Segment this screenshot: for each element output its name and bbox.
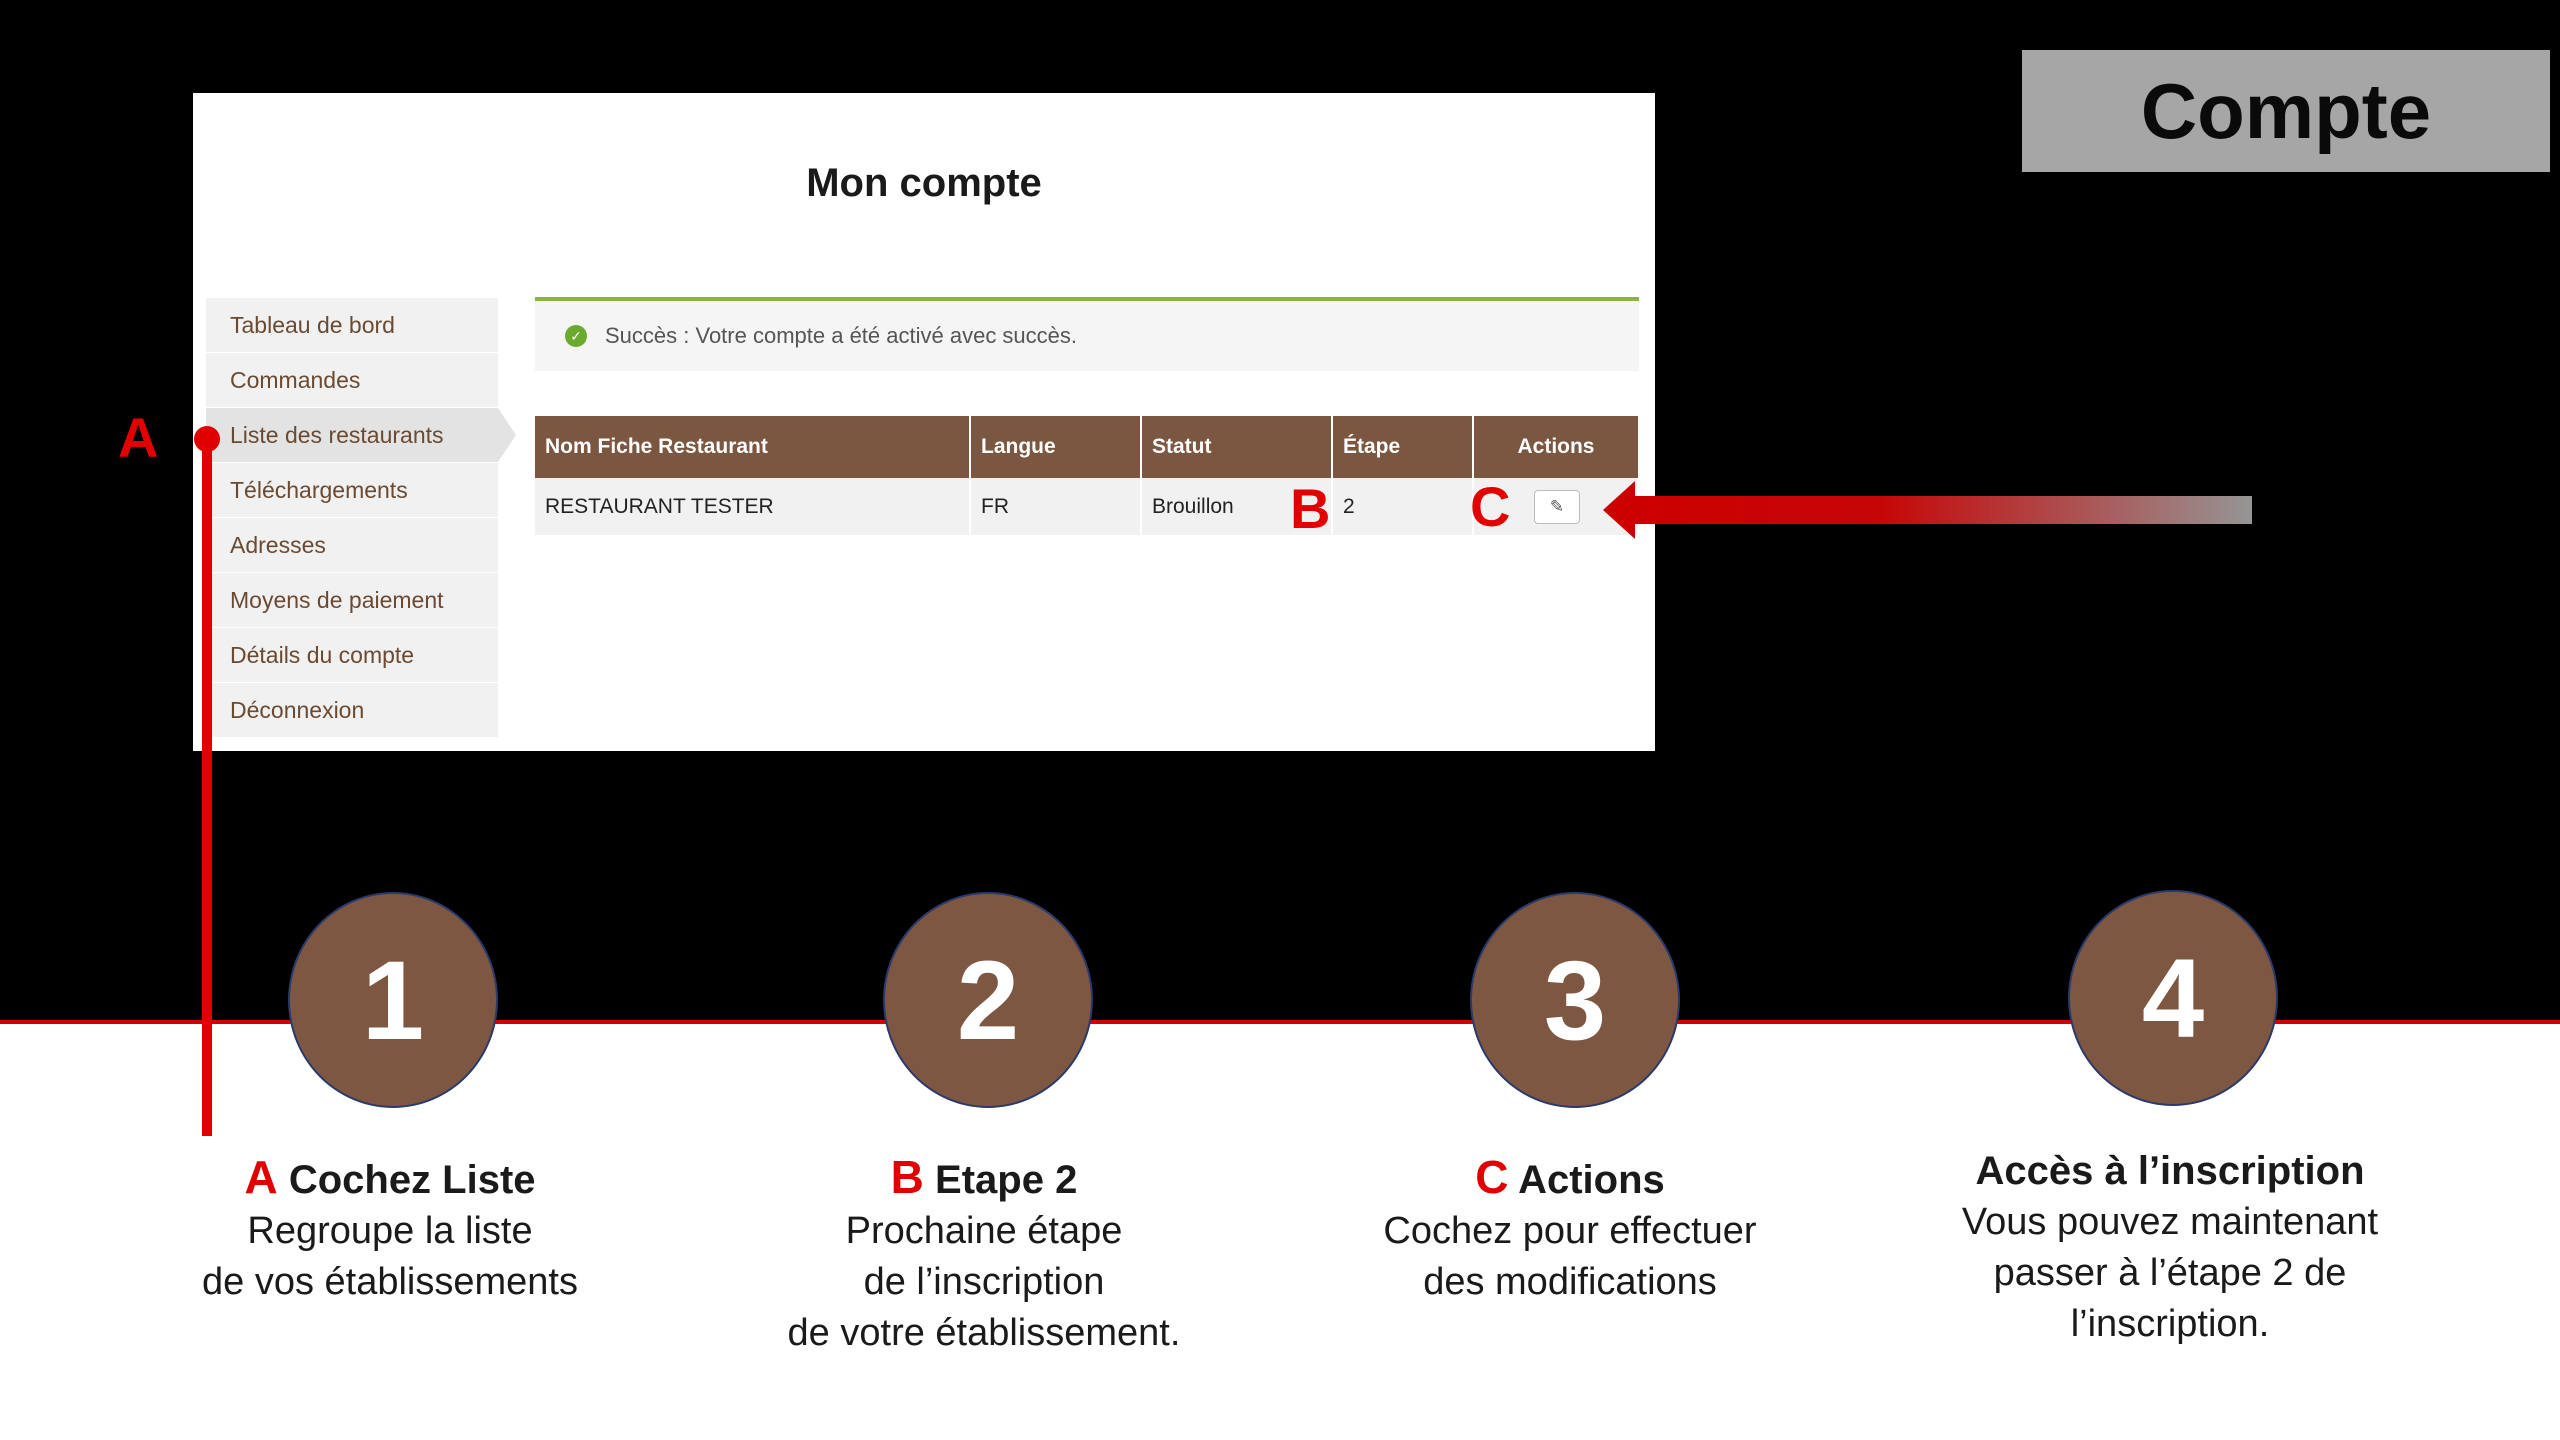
column-header-language: Langue [970,416,1141,478]
cell-restaurant-name: RESTAURANT TESTER [535,478,970,535]
step-c-line-2: des modifications [1423,1261,1717,1303]
step-circle-1: 1 [288,892,498,1108]
step-c-line-1: Cochez pour effectuer [1383,1210,1757,1252]
sidebar-item-moyens-de-paiement[interactable]: Moyens de paiement [206,573,498,627]
marker-letter-a: A [118,406,159,469]
compte-badge: Compte [2022,50,2550,172]
step-b-heading: B Etape 2 [890,1151,1078,1203]
page-title: Mon compte [806,161,1042,205]
step-b-line-1: Prochaine étape [845,1210,1123,1252]
marker-a-dot [194,426,220,452]
step-a-line-1: Regroupe la liste [247,1210,533,1252]
step-circle-3: 3 [1470,892,1680,1108]
success-message: Succès : Votre compte a été activé avec succès. [605,323,1078,348]
step-description-a [150,1152,630,1308]
step-b-line-3: de votre établissement. [787,1312,1181,1354]
pointer-arrow-head [1603,481,1635,539]
sidebar-item-deconnexion[interactable]: Déconnexion [206,683,498,737]
step-c-heading: C Actions [1475,1151,1665,1203]
column-header-actions: Actions [1473,416,1638,478]
sidebar-item-commandes[interactable]: Commandes [206,353,498,407]
step-4-heading: Accès à l’inscription [1975,1149,2365,1193]
marker-a-vertical-line [202,436,212,1136]
step-a-line-2: de vos établissements [202,1261,578,1303]
sidebar-item-telechargements[interactable]: Téléchargements [206,463,498,517]
step-circle-4: 4 [2068,890,2278,1106]
step-4-line-3: l’inscription. [2070,1303,2270,1345]
cell-step: 2 [1332,478,1473,535]
account-screenshot-panel [193,93,1655,751]
step-description-4 [1910,1146,2430,1350]
step-description-c [1330,1152,1810,1308]
column-header-name: Nom Fiche Restaurant [535,416,970,478]
column-header-status: Statut [1141,416,1332,478]
step-circle-2: 2 [883,892,1093,1108]
step-description-b [744,1152,1224,1359]
sidebar-item-adresses[interactable]: Adresses [206,518,498,572]
step-4-line-2: passer à l’étape 2 de [1993,1252,2347,1294]
check-circle-icon: ✓ [565,325,587,347]
step-a-heading: A Cochez Liste [244,1151,536,1203]
column-header-step: Étape [1332,416,1473,478]
success-notice [535,297,1639,371]
edit-icon: ✎ [1549,496,1565,516]
sidebar-item-liste-des-restaurants[interactable]: Liste des restaurants [206,408,498,462]
sidebar-item-tableau-de-bord[interactable]: Tableau de bord [206,298,498,352]
cell-language: FR [970,478,1141,535]
marker-letter-c: C [1470,475,1511,538]
pointer-arrow-shaft [1632,496,2252,524]
account-sidebar [206,298,498,738]
step-b-line-2: de l’inscription [863,1261,1105,1303]
step-4-line-1: Vous pouvez maintenant [1961,1201,2379,1243]
cell-status: Brouillon [1141,478,1332,535]
sidebar-item-details-du-compte[interactable]: Détails du compte [206,628,498,682]
edit-button[interactable] [1534,490,1580,524]
marker-letter-b: B [1290,477,1331,540]
